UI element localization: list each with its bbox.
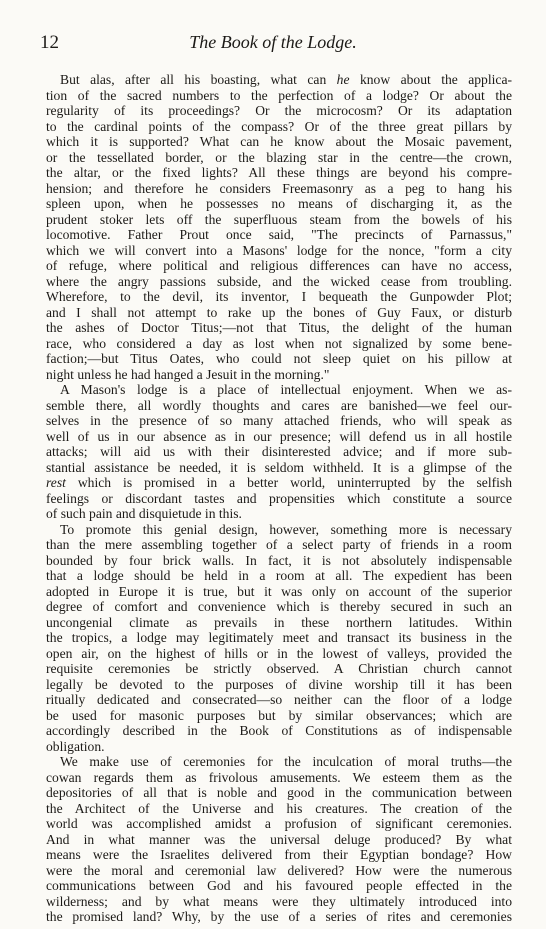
text-line: requisite ceremonies be strictly observed. A Christian church cannot	[46, 661, 512, 676]
text-line: degree of comfort and convenience which is thereby secured in such an	[46, 599, 512, 614]
text-line: wilderness; and by what means were they ultimately introduced into	[46, 893, 512, 909]
text-line: which it is supported? What can he know about the Mosaic pavement,	[46, 134, 512, 149]
text-line: feelings or discordant tastes and propensities which constitute a source	[46, 490, 512, 506]
text-line: be used for masonic purposes but by similar observances; which are	[46, 707, 512, 723]
running-title: The Book of the Lodge.	[189, 32, 357, 52]
text-line: where the angry passions subside, and the wicked cease from troubling.	[46, 273, 512, 289]
text-line: the promised land? Why, by the use of a series of rites and ceremonies	[46, 909, 512, 924]
text-line: open air, on the highest of hills or in the lowest of valleys, provided the	[46, 645, 512, 661]
text-line: Wherefore, to the devil, its inventor, I bequeath the Gunpowder Plot;	[46, 289, 512, 304]
text-line: And in what manner was the universal deluge produced? By what	[46, 831, 512, 847]
page-header	[0, 30, 546, 56]
text-line: selves in the presence of so many attached friends, who will speak as	[46, 413, 512, 428]
text-line: accordingly described in the Book of Constitutions as of indispensable	[46, 723, 512, 738]
text-line: hension; and therefore he considers Freemasonry as a peg to hang his	[46, 180, 512, 196]
text-line: faction;—but Titus Oates, who could not sleep quiet on his pillow at	[46, 351, 512, 366]
text-line: uncongenial climate as prevails in these northern latitudes. Within	[46, 614, 512, 630]
page-number: 12	[40, 32, 59, 53]
text-line: communications between God and his favoured people effected in the	[46, 878, 512, 893]
text-line: legally be devoted to the purposes of divine worship till it has been	[46, 676, 512, 692]
text-line: race, who considered a day as lost when not signalized by some bene-	[46, 335, 512, 351]
text-line: stantial assistance be needed, it is seldom withheld. It is a glimpse of the	[46, 459, 512, 475]
text-line: of such pain and disquietude in this.	[46, 506, 242, 521]
text-line: adopted in Europe it is true, but it was only on account of the superior	[46, 583, 512, 599]
text-line: the tropics, a lodge may legitimately meet and transact its business in the	[46, 630, 512, 645]
text-line: well of us in our absence as in our presence; will defend us in all hostile	[46, 428, 512, 444]
italic-word: rest	[46, 475, 66, 490]
text-line: cowan regards them as frivolous amusements. We esteem them as the	[46, 769, 512, 785]
text-line: the ashes of Doctor Titus;—not that Titus, the delight of the human	[46, 320, 512, 335]
text-line: prudent stoker lets off the superfluous steam from the bowels of his	[46, 211, 512, 227]
text-line: of refuge, where political and religious differences can have no access,	[46, 258, 512, 273]
text-line: or the tessellated border, or the blazing star in the centre—the crown,	[46, 149, 512, 165]
text-line: that a lodge should be held in a room at all. The expedient has been	[46, 568, 512, 583]
text-line: were the moral and ceremonial law delivered? How were the numerous	[46, 862, 512, 878]
body-text	[46, 72, 512, 925]
text-line: regularity of its proceedings? Or the microcosm? Or its adaptation	[46, 103, 512, 118]
text-line: world was accomplished amidst a profusion of significant ceremonies.	[46, 816, 512, 831]
text-line: To promote this genial design, however, something more is necessary	[60, 521, 512, 537]
text-line: spleen upon, when he possesses no means of discharging it, as the	[46, 196, 512, 211]
text-line: which we will convert into a Masons' lodge for the nonce, "form a city	[46, 242, 512, 258]
text-line: the Architect of the Universe and his creatures. The creation of the	[46, 800, 512, 816]
text-line: tion of the sacred numbers to the perfection of a lodge? Or about the	[46, 87, 512, 103]
text-line: the altar, or the fixed lights? All these things are beyond his compre-	[46, 165, 512, 180]
text-line: obligation.	[46, 738, 105, 754]
text-line: locomotive. Father Prout once said, "The precincts of Parnassus,"	[46, 227, 512, 242]
text-line: than the mere assembling together of a select party of friends in a room	[46, 537, 512, 552]
text-line: We make use of ceremonies for the inculcation of moral truths—the	[60, 754, 512, 769]
text-line: night unless he had hanged a Jesuit in the morning."	[46, 366, 330, 382]
text-line: ritually dedicated and consecrated—so neither can the floor of a lodge	[46, 692, 512, 707]
text-line: to the cardinal points of the compass? Or of the three great pillars by	[46, 118, 512, 134]
text-line: bounded by four brick walls. In fact, it is not absolutely indispensable	[46, 552, 512, 568]
text-line: A Mason's lodge is a place of intellectual enjoyment. When we as-	[60, 382, 512, 397]
text-line: rest which is promised in a better world, uninterrupted by the selfish	[46, 475, 512, 490]
text-line: depositories of all that is noble and good in the communication between	[46, 785, 512, 800]
text-line: and I shall not attempt to rake up the bones of Guy Faux, or disturb	[46, 304, 512, 320]
text-line: But alas, after all his boasting, what can he know about the applica-	[60, 72, 512, 87]
text-line: means were the Israelites delivered from their Egyptian bondage? How	[46, 847, 512, 862]
text-line: attacks; will aid us with their disinterested advice; and if more sub-	[46, 444, 512, 459]
text-line: semble there, all wordly thoughts and cares are banished—we feel our-	[46, 397, 512, 413]
italic-word: he	[336, 72, 350, 87]
